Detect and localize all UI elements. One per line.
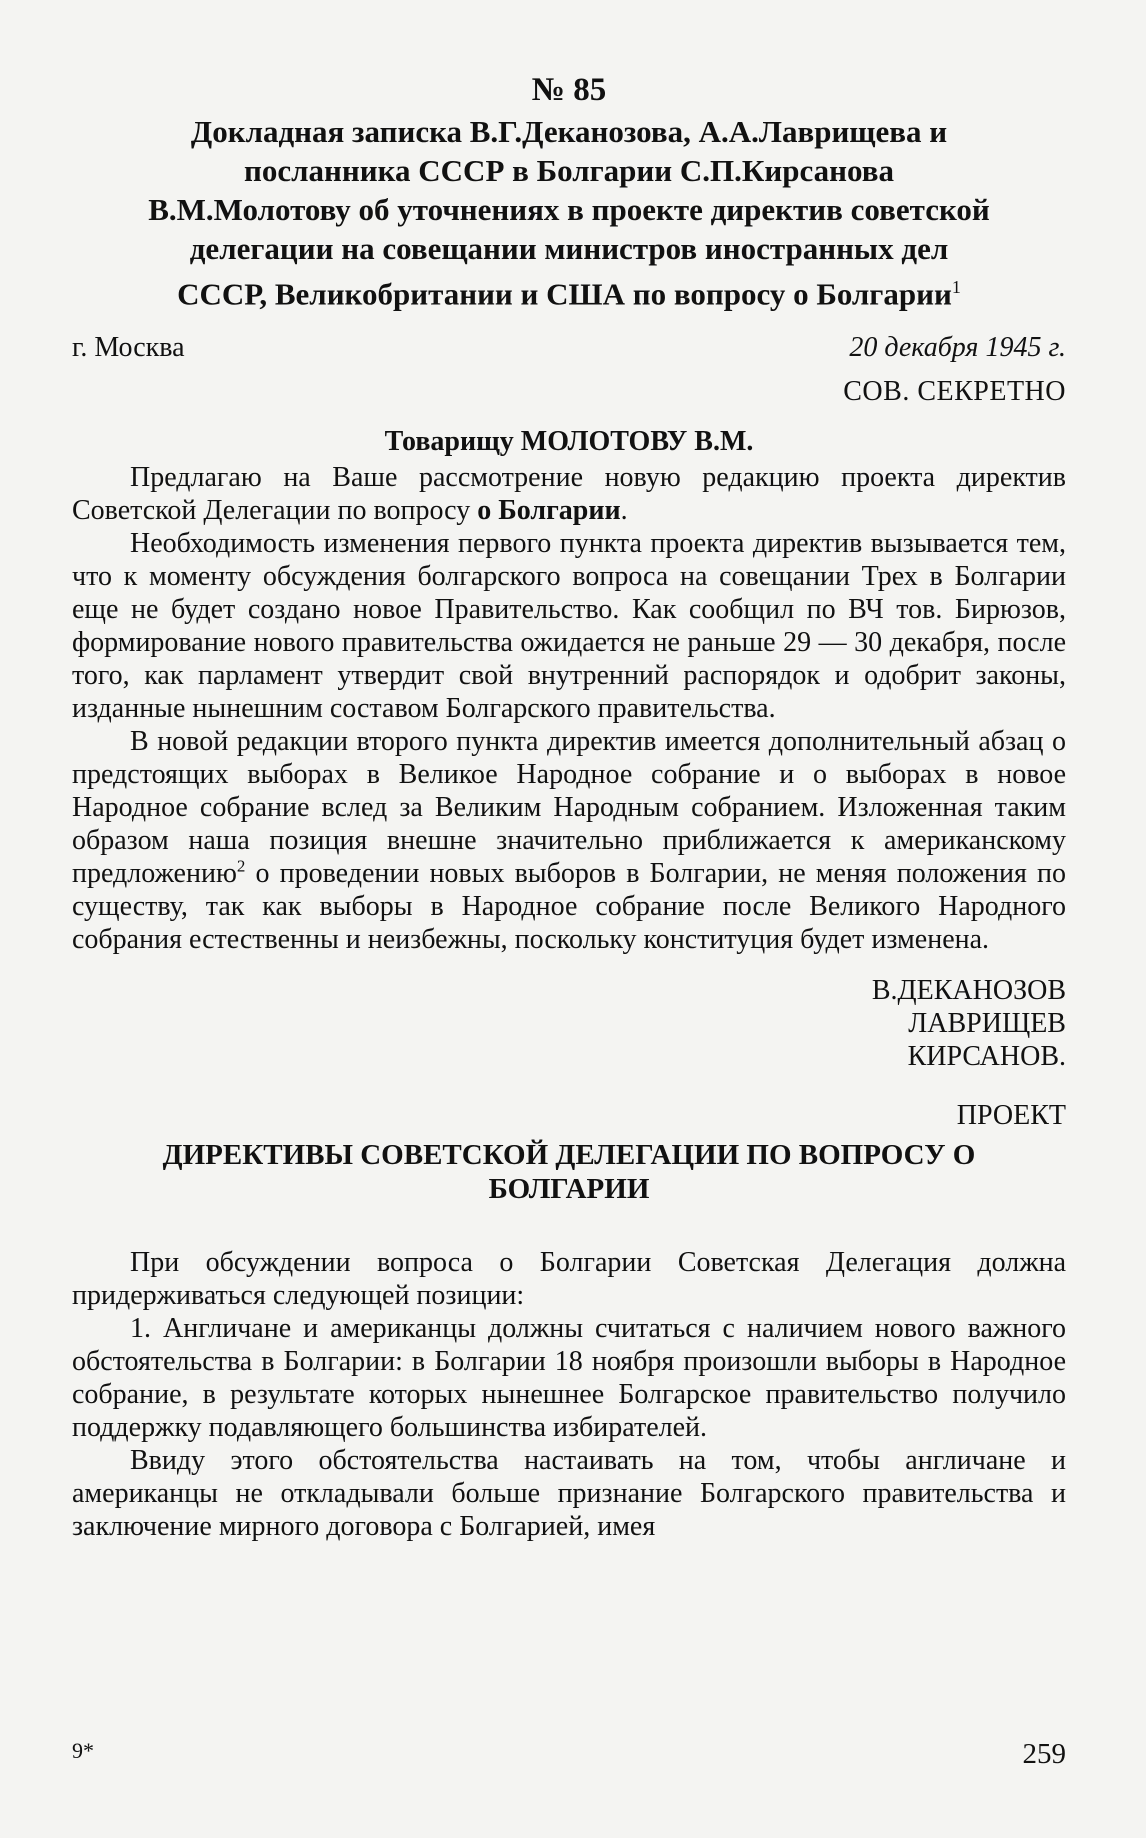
directives-paragraph-3: Ввиду этого обстоятельства настаивать на том, чтобы англичане и американцы не откладывали больше признание Болгарского правительства и заключение мирного договора с Болгарией, имея <box>72 1445 1066 1543</box>
secrecy-stamp: СОВ. СЕКРЕТНО <box>843 376 1066 408</box>
body-paragraph-3 <box>72 725 1066 956</box>
signature-lavrishchev: ЛАВРИЩЕВ <box>908 1008 1066 1040</box>
document-content <box>72 70 1066 1543</box>
body-paragraph-1-text: Предлагаю на Ваше рассмотрение новую редакцию проекта директив Советской Делегации по вопросу <box>72 462 1066 527</box>
body-paragraph-3-text-b: о проведении новых выборов в Болгарии, не меняя положения по существу, так как выборы в Народное собрание после Великого Народного собрания естественны и неизбежны, поскольку конституция будет изменена. <box>72 858 1066 956</box>
directives-paragraph-2: 1. Англичане и американцы должны считаться с наличием нового важного обстоятельства в Болгарии: в Болгарии 18 ноября произошли выборы в Народное собрание, в результате которых нынешнее Болгарское правительство получило поддержку подавляющего большинства избирателей. <box>72 1313 1066 1444</box>
place: г. Москва <box>72 332 185 364</box>
body-paragraph-1-bold: о Болгарии <box>477 495 621 527</box>
signature-mark: 9* <box>72 1738 94 1763</box>
signature-block <box>72 974 1066 1073</box>
document-title <box>142 112 996 313</box>
document-title-text: Докладная записка В.Г.Деканозова, А.А.Лаврищева и посланника СССР в Болгарии С.П.Кирсанова В.М.Молотову об уточнениях в проекте директив советской делегации на совещании министров иностранных дел СССР, Великобритании и США по вопросу о Болгарии <box>148 114 990 312</box>
date: 20 декабря 1945 г. <box>849 332 1066 364</box>
addressee: Товарищу МОЛОТОВУ В.М. <box>384 426 754 458</box>
project-label: ПРОЕКТ <box>956 1100 1066 1132</box>
body-paragraph-1 <box>72 461 1066 527</box>
footnote-marker-2: 2 <box>236 857 246 876</box>
document-number: № 85 <box>531 72 607 108</box>
signature-dekanozov: В.ДЕКАНОЗОВ <box>871 975 1066 1007</box>
spacer <box>72 1206 1066 1246</box>
body-paragraph-1-end: . <box>620 495 628 527</box>
body-paragraph-2: Необходимость изменения первого пункта проекта директив вызывается тем, что к моменту обсуждения болгарского вопроса на совещании Трех в Болгарии еще не будет создано новое Правительство. Как сообщил по ВЧ тов. Бирюзов, формирование нового правительства ожидается не раньше 29 — 30 декабря, после того, как парламент утвердит свой внутренний распорядок и одобрит законы, изданные нынешним составом Болгарского правительства. <box>72 528 1066 725</box>
page-number: 259 <box>1022 1738 1066 1770</box>
body-paragraph-3-text-a: В новой редакции второго пункта директив имеется дополнительный абзац о предстоящих выборах в Великое Народное собрание и о выборах в новое Народное собрание вслед за Великим Народным собранием. Изложенная таким образом наша позиция внешне значительно приближается к американскому предложению <box>72 726 1066 890</box>
title-footnote-marker: 1 <box>951 277 961 297</box>
place-date-row <box>72 329 1066 367</box>
directives-paragraph-1: При обсуждении вопроса о Болгарии Советская Делегация должна придерживаться следующей позиции: <box>72 1247 1066 1312</box>
signature-kirsanov: КИРСАНОВ. <box>907 1041 1066 1073</box>
directives-title: ДИРЕКТИВЫ СОВЕТСКОЙ ДЕЛЕГАЦИИ ПО ВОПРОСУ О БОЛГАРИИ <box>162 1139 976 1206</box>
page-footer <box>72 1738 1066 1771</box>
